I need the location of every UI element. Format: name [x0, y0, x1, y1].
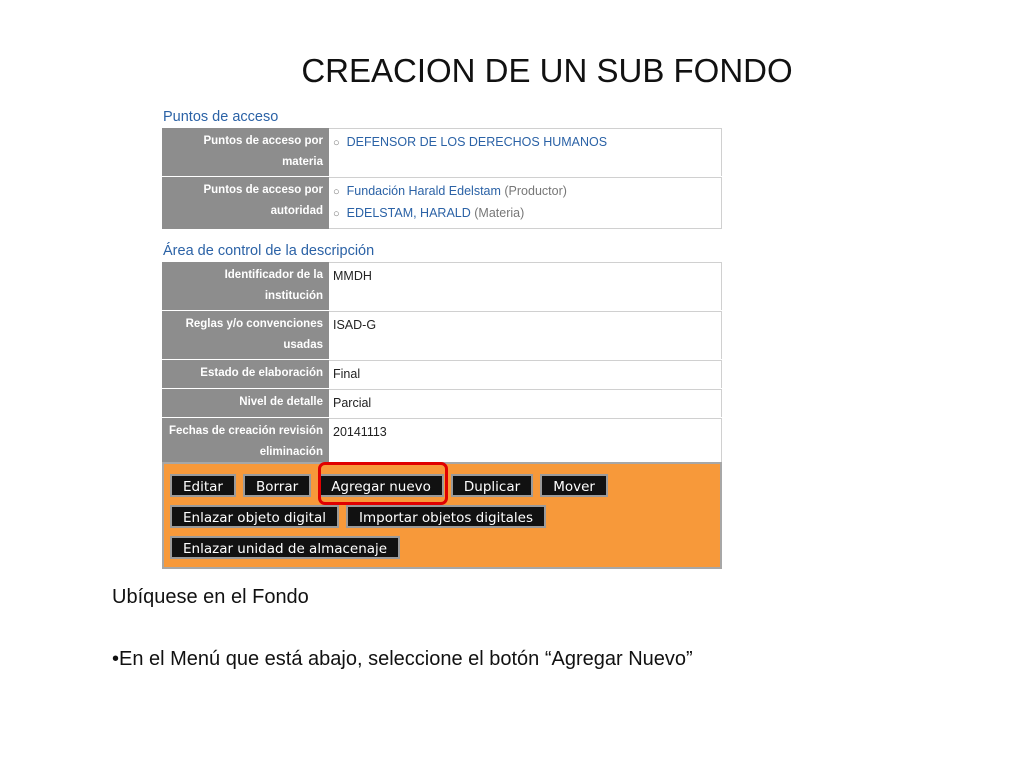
authority-link[interactable]: EDELSTAM, HARALD — [346, 206, 471, 220]
move-button[interactable]: Mover — [540, 474, 608, 497]
table-row — [162, 177, 722, 230]
field-value — [329, 177, 722, 229]
bullet-icon: ○ — [333, 137, 340, 149]
instruction-caption: Ubíquese en el Fondo — [112, 586, 309, 608]
table-row — [162, 389, 722, 418]
link-storage-unit-button[interactable]: Enlazar unidad de almacenaje — [170, 536, 400, 559]
table-row — [162, 360, 722, 389]
field-label: Estado de elaboración — [162, 360, 329, 388]
field-value: 20141113 — [329, 418, 722, 466]
edit-button[interactable]: Editar — [170, 474, 236, 497]
table-row — [162, 262, 722, 311]
link-digital-object-button[interactable]: Enlazar objeto digital — [170, 505, 339, 528]
section-control-heading: Área de control de la descripción — [163, 243, 375, 259]
list-item — [333, 203, 717, 225]
field-value — [329, 128, 722, 176]
section-access-points-heading: Puntos de acceso — [163, 109, 279, 125]
list-item — [333, 132, 717, 154]
bullet-icon: ○ — [333, 186, 340, 198]
field-label: Puntos de acceso por materia — [162, 128, 329, 176]
field-label: Puntos de acceso por autoridad — [162, 177, 329, 229]
subject-link[interactable]: DEFENSOR DE LOS DERECHOS HUMANOS — [346, 135, 608, 149]
instruction-bullet: •En el Menú que está abajo, seleccione el botón “Agregar Nuevo” — [112, 648, 693, 670]
field-value: ISAD-G — [329, 311, 722, 359]
authority-role: (Materia) — [474, 206, 525, 220]
list-item — [333, 181, 717, 203]
import-digital-objects-button[interactable]: Importar objetos digitales — [346, 505, 546, 528]
highlight-box — [318, 462, 448, 505]
field-label: Identificador de la institución — [162, 262, 329, 310]
table-row — [162, 128, 722, 177]
access-points-table — [162, 128, 722, 230]
field-value: Parcial — [329, 389, 722, 417]
table-row — [162, 311, 722, 360]
field-label: Fechas de creación revisión eliminación — [162, 418, 329, 466]
control-table — [162, 262, 722, 467]
delete-button[interactable]: Borrar — [243, 474, 311, 497]
authority-link[interactable]: Fundación Harald Edelstam — [346, 184, 501, 198]
authority-role: (Productor) — [504, 184, 567, 198]
add-new-button[interactable]: Agregar nuevo — [318, 474, 444, 497]
duplicate-button[interactable]: Duplicar — [451, 474, 533, 497]
field-label: Reglas y/o convenciones usadas — [162, 311, 329, 359]
slide-title: CREACION DE UN SUB FONDO — [301, 52, 793, 89]
action-row — [170, 536, 714, 559]
table-row — [162, 418, 722, 467]
action-row — [170, 505, 714, 528]
field-value: MMDH — [329, 262, 722, 310]
field-label: Nivel de detalle — [162, 389, 329, 417]
field-value: Final — [329, 360, 722, 388]
bullet-icon: ○ — [333, 208, 340, 220]
record-screenshot — [162, 106, 722, 467]
